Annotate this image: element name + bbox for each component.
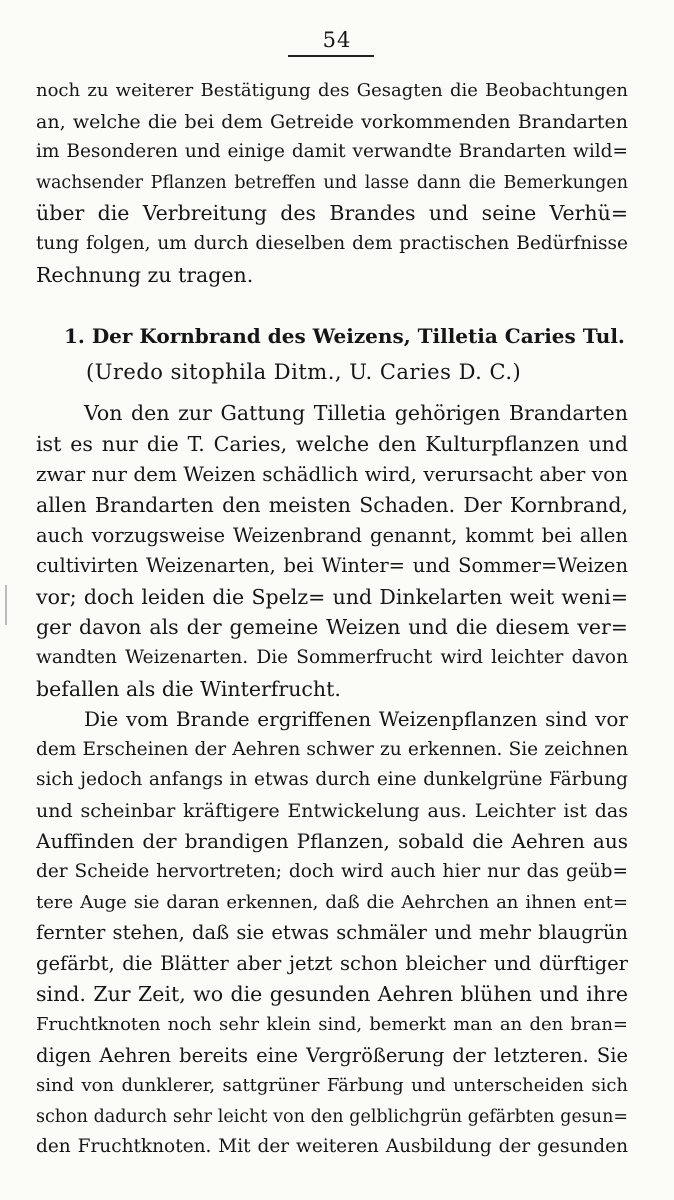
text-line: fernter stehen, daß sie etwas schmäler und mehr blaugrün [36,921,628,945]
text-line: allen Brandarten den meisten Schaden. Der Kornbrand, [36,492,628,517]
text-line: sich jedoch anfangs in etwas durch eine dunkelgrüne Färbung [36,769,628,791]
text-line: tung folgen, um durch dieselben dem practischen Bedürfnisse [36,232,628,254]
page-number: 54 [322,28,352,52]
text-line: Die vom Brande ergriffenen Weizenpflanzen sind vor [84,707,628,732]
text-line: tere Auge sie daran erkennen, daß die Aehrchen an ihnen ent= [36,891,628,913]
text-line: auch vorzugsweise Weizenbrand genannt, kommt bei allen [36,523,628,547]
text-line: dem Erscheinen der Aehren schwer zu erkennen. Sie zeichnen [36,738,628,760]
text-line: im Besonderen und einige damit verwandte Brandarten wild= [36,141,628,163]
section-gap [36,290,628,318]
section-heading: 1. Der Kornbrand des Weizens, Tilletia Caries Tul. [64,324,625,349]
text-line: den Fruchtknoten. Mit der weiteren Ausbildung der gesunden [36,1136,628,1158]
margin-mark [5,585,7,625]
text-line: sind. Zur Zeit, wo die gesunden Aehren blühen und ihre [36,982,628,1007]
text-block [36,76,628,1163]
text-line: gefärbt, die Blätter aber jetzt schon bleicher und dürftiger [36,951,628,975]
text-line: Rechnung zu tragen. [36,262,254,287]
text-line: befallen als die Winterfrucht. [36,676,341,701]
text-line: digen Aehren bereits eine Vergrößerung der letzteren. Sie [36,1043,628,1067]
page-number-rule [288,55,374,57]
text-line: Von den zur Gattung Tilletia gehörigen Brandarten [84,401,628,426]
text-line: Auffinden der brandigen Pflanzen, sobald die Aehren aus [36,829,628,854]
text-line: schon dadurch sehr leicht von den gelblichgrün gefärbten gesun= [36,1106,628,1127]
text-line: und scheinbar kräftigere Entwickelung aus. Leichter ist das [36,799,628,822]
text-line: vor; doch leiden die Spelz= und Dinkelarten weit weni= [36,584,628,609]
text-line: der Scheide hervortreten; doch wird auch hier nur das geüb= [36,861,628,883]
text-line: wachsender Pflanzen betreffen und lasse dann die Bemerkungen [36,172,628,193]
text-line: zwar nur dem Weizen schädlich wird, verursacht aber von [36,462,628,487]
text-line: Fruchtknoten noch sehr klein sind, bemerkt man an den bran= [36,1014,628,1036]
section-subheading: (Uredo sitophila Ditm., U. Caries D. C.) [86,360,522,385]
heading-spacer [36,390,628,398]
text-line: wandten Weizenarten. Die Sommerfrucht wird leichter davon [36,646,628,668]
text-line: cultivirten Weizenarten, bei Winter= und Sommer=Weizen [36,554,628,578]
text-line: über die Verbreitung des Brandes und seine Verhü= [36,201,628,226]
text-line: ger davon als der gemeine Weizen und die diesem ver= [36,615,628,640]
text-line: an, welche die bei dem Getreide vorkommenden Brandarten [36,110,628,133]
text-line: noch zu weiterer Bestätigung des Gesagten die Beobachtungen [36,80,628,101]
text-line: sind von dunklerer, sattgrüner Färbung und unterscheiden sich [36,1075,628,1097]
text-line: ist es nur die T. Caries, welche den Kulturpflanzen und [36,431,628,456]
